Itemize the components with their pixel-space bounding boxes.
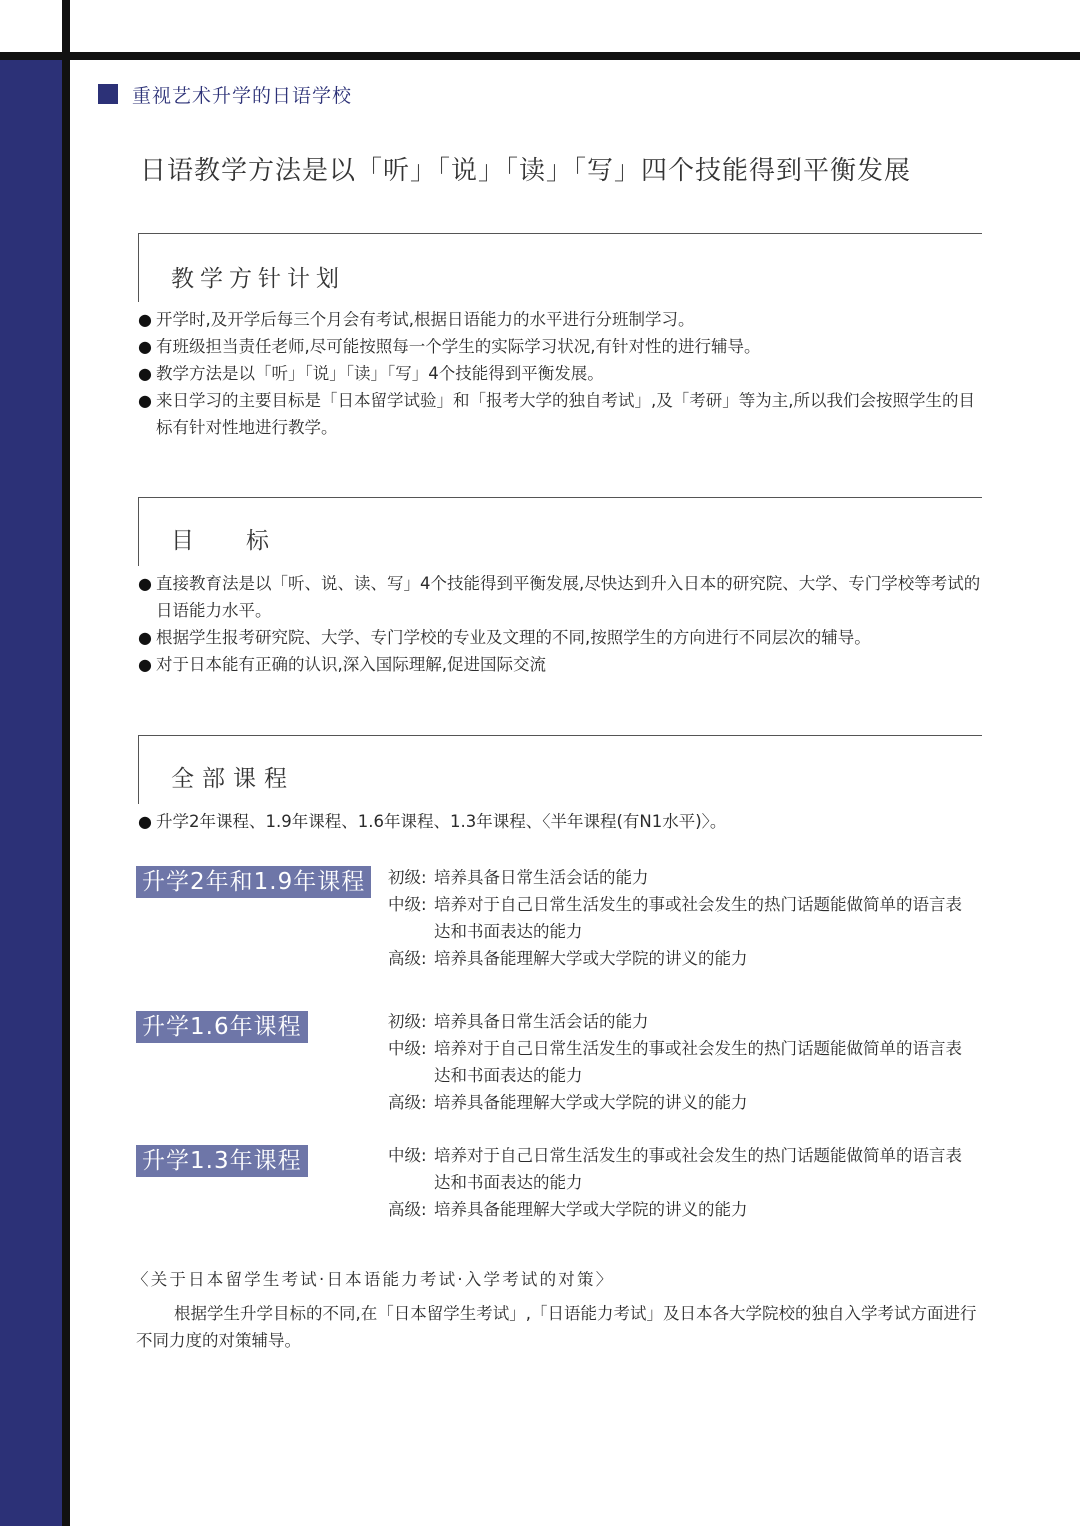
list-item: ● 有班级担当责任老师,尽可能按照每一个学生的实际学习状况,有针对性的进行辅导。 (138, 333, 982, 360)
course-badge: 升学2年和1.9年课程 (136, 866, 371, 898)
level-desc: 培养具备日常生活会话的能力 (434, 868, 649, 887)
level-row (388, 1196, 978, 1223)
bullet-list (138, 306, 982, 441)
course-badge: 升学1.3年课程 (136, 1145, 308, 1177)
list-item: ● 教学方法是以「听」「说」「读」「写」4个技能得到平衡发展。 (138, 360, 982, 387)
bullet-dot-icon: ● (138, 364, 152, 383)
level-desc: 培养对于自己日常生活发生的事或社会发生的热门话题能做简单的语言表达和书面表达的能力 (434, 895, 962, 941)
level-name: 中级: (388, 895, 427, 914)
list-item: ● 直接教育法是以「听、说、读、写」4个技能得到平衡发展,尽快达到升入日本的研究院、大学、专门学校等考试的日语能力水平。 (138, 570, 982, 624)
bullet-dot-icon: ● (138, 812, 152, 831)
section-title: 教学方针计划 (171, 266, 345, 292)
bullet-dot-icon: ● (138, 391, 152, 410)
level-row (388, 864, 978, 891)
course-levels (388, 864, 978, 972)
section-header (138, 233, 982, 302)
navy-sidebar (0, 60, 62, 1526)
section-title: 目标 (171, 528, 321, 554)
section-header (138, 497, 982, 566)
level-row (388, 1008, 978, 1035)
section-teaching-plan (138, 233, 982, 441)
bullet-list (138, 570, 982, 678)
level-desc: 培养具备能理解大学或大学院的讲义的能力 (434, 1093, 748, 1112)
level-name: 高级: (388, 1200, 427, 1219)
list-item: ● 根据学生报考研究院、大学、专门学校的专业及文理的不同,按照学生的方向进行不同层次的辅导。 (138, 624, 982, 651)
brand-label: 重视艺术升学的日语学校 (132, 84, 353, 107)
bullet-dot-icon: ● (138, 655, 152, 674)
level-row (388, 1142, 978, 1196)
level-desc: 培养对于自己日常生活发生的事或社会发生的热门话题能做简单的语言表达和书面表达的能力 (434, 1039, 962, 1085)
list-item: ● 升学2年课程、1.9年课程、1.6年课程、1.3年课程、〈半年课程(有N1水平)〉。 (138, 808, 982, 835)
course-badge: 升学1.6年课程 (136, 1011, 308, 1043)
level-name: 高级: (388, 1093, 427, 1112)
level-row (388, 945, 978, 972)
level-name: 中级: (388, 1146, 427, 1165)
level-desc: 培养具备日常生活会话的能力 (434, 1012, 649, 1031)
course-levels (388, 1142, 978, 1223)
exam-strategy-body: 根据学生升学目标的不同,在「日本留学生考试」,「日语能力考试」及日本各大学院校的独自入学考试方面进行不同力度的对策辅导。 (136, 1304, 977, 1350)
brand-header (98, 82, 352, 106)
level-row (388, 1089, 978, 1116)
course-levels (388, 1008, 978, 1116)
list-item: ● 开学时,及开学后每三个月会有考试,根据日语能力的水平进行分班制学习。 (138, 306, 982, 333)
bullet-dot-icon: ● (138, 337, 152, 356)
level-name: 中级: (388, 1039, 427, 1058)
vertical-frame-line (62, 0, 70, 1526)
horizontal-frame-line (0, 52, 1080, 60)
level-name: 初级: (388, 868, 427, 887)
section-goals (138, 497, 982, 678)
level-row (388, 1035, 978, 1089)
level-name: 初级: (388, 1012, 427, 1031)
sidebar-top-gap (0, 0, 62, 56)
page-headline: 日语教学方法是以「听」「说」「读」「写」四个技能得到平衡发展 (140, 156, 912, 186)
section-title: 全部课程 (171, 766, 295, 792)
section-all-courses (138, 735, 982, 835)
level-desc: 培养具备能理解大学或大学院的讲义的能力 (434, 949, 748, 968)
level-desc: 培养具备能理解大学或大学院的讲义的能力 (434, 1200, 748, 1219)
level-name: 高级: (388, 949, 427, 968)
section-header (138, 735, 982, 804)
brand-square-icon (98, 84, 118, 104)
exam-strategy-title: 〈关于日本留学生考试·日本语能力考试·入学考试的对策〉 (132, 1270, 615, 1289)
level-row (388, 891, 978, 945)
level-desc: 培养对于自己日常生活发生的事或社会发生的热门话题能做简单的语言表达和书面表达的能力 (434, 1146, 962, 1192)
bullet-list (138, 808, 982, 835)
list-item: ● 对于日本能有正确的认识,深入国际理解,促进国际交流 (138, 651, 982, 678)
bullet-dot-icon: ● (138, 310, 152, 329)
bullet-dot-icon: ● (138, 628, 152, 647)
list-item: ● 来日学习的主要目标是「日本留学试验」和「报考大学的独自考试」,及「考研」等为主,所以我们会按照学生的目标有针对性地进行教学。 (138, 387, 982, 441)
bullet-dot-icon: ● (138, 574, 152, 593)
